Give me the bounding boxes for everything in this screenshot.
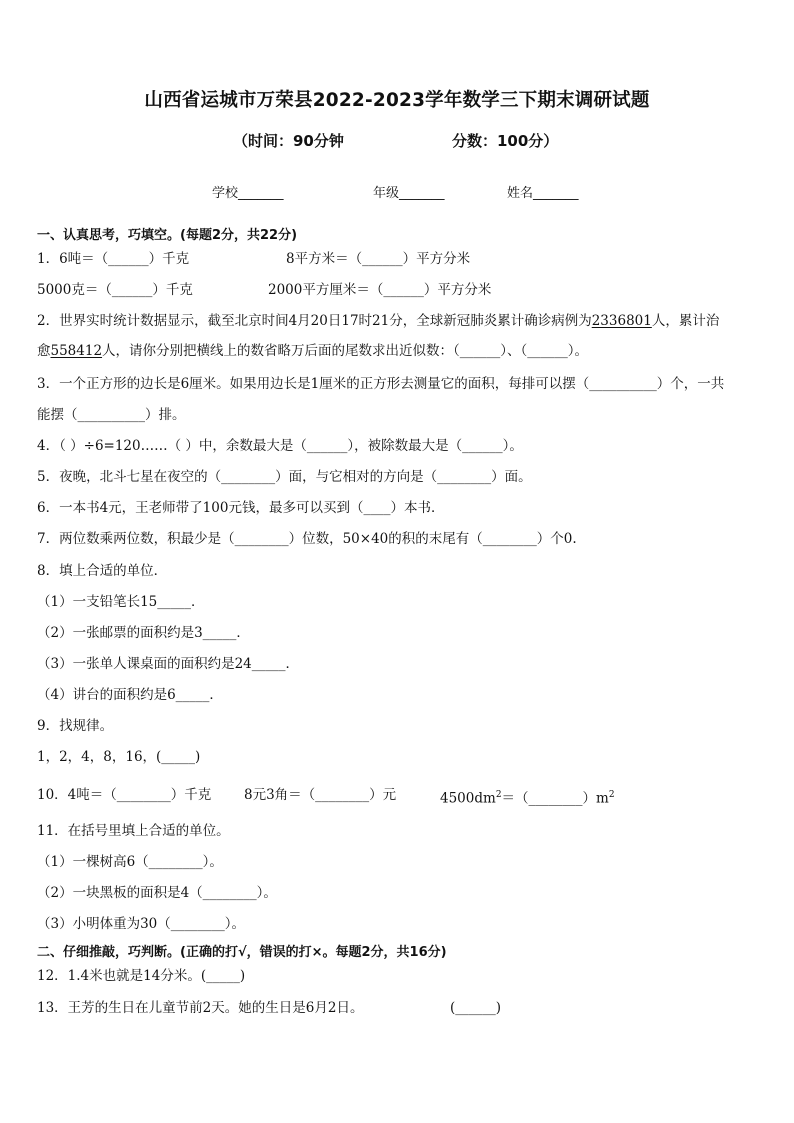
- exam-score: 分数：100分）: [452, 132, 559, 150]
- question-2-line1: [37, 312, 719, 330]
- q10c-text: 4500dm: [440, 790, 496, 807]
- exam-time: （时间：90分钟: [233, 132, 344, 150]
- question-1a: 1．6吨＝（______）千克: [37, 251, 190, 267]
- question-9-sequence: 1，2，4，8，16，(_____): [37, 749, 201, 765]
- question-3-line2: 能摆（__________）排。: [37, 407, 186, 423]
- q2-number-2: 558412: [50, 343, 103, 359]
- q2-text: 人，请你分别把横线上的数省略万后面的尾数求出近似数：（______）、（______）。: [102, 343, 589, 359]
- question-13: 13．王芳的生日在儿童节前2天。她的生日是6月2日。: [37, 1000, 364, 1016]
- question-8-sub1: （1）一支铅笔长15_____．: [37, 594, 205, 610]
- question-4: 4．（ ）÷6=120……（ ）中，余数最大是（______），被除数最大是（______）。: [37, 438, 523, 454]
- question-12: 12．1.4米也就是14分米。(_____): [37, 968, 246, 984]
- question-8-stem: 8．填上合适的单位．: [37, 563, 168, 579]
- question-10a: 10．4吨＝（________）千克: [37, 787, 212, 803]
- question-3-line1: 3．一个正方形的边长是6厘米。如果用边长是1厘米的正方形去测量它的面积，每排可以摆（__________）个，一共: [37, 376, 725, 392]
- question-1d: 2000平方厘米＝（______）平方分米: [268, 282, 492, 298]
- q2-text: 愈: [37, 343, 51, 359]
- page-title: 山西省运城市万荣县2022-2023学年数学三下期末调研试题: [144, 90, 650, 111]
- question-11-sub2: （2）一块黑板的面积是4（________）。: [37, 885, 277, 901]
- question-11-stem: 11．在括号里填上合适的单位。: [37, 823, 230, 839]
- q10c-exponent: 2: [608, 790, 615, 800]
- name-field[interactable]: 姓名_______: [507, 186, 579, 201]
- question-11-sub1: （1）一棵树高6（________）。: [37, 854, 223, 870]
- question-10c: [440, 786, 615, 808]
- q10c-text: ＝（________）m: [501, 790, 609, 807]
- q10c-exponent: 2: [495, 790, 502, 800]
- question-2-line2: [37, 342, 588, 360]
- question-13-answer-blank[interactable]: (______): [450, 1000, 502, 1016]
- question-8-sub4: （4）讲台的面积约是6_____．: [37, 687, 223, 703]
- q2-text: 2．世界实时统计数据显示，截至北京时间4月20日17时21分，全球新冠肺炎累计确诊病例为: [37, 313, 592, 329]
- section-heading-true-false: 二、仔细推敲，巧判断。(正确的打√，错误的打×。每题2分，共16分): [37, 945, 447, 960]
- question-8-sub2: （2）一张邮票的面积约是3_____．: [37, 625, 250, 641]
- question-1b: 8平方米＝（______）平方分米: [286, 251, 471, 267]
- section-heading-fill-blank: 一、认真思考，巧填空。(每题2分，共22分): [37, 228, 298, 243]
- q2-text: 人，累计治: [651, 313, 720, 329]
- question-1c: 5000克＝（______）千克: [37, 282, 193, 298]
- school-field[interactable]: 学校_______: [212, 186, 284, 201]
- q2-number-1: 2336801: [591, 313, 652, 329]
- question-5: 5．夜晚，北斗七星在夜空的（________）面，与它相对的方向是（________）面。: [37, 469, 532, 485]
- grade-field[interactable]: 年级_______: [373, 186, 445, 201]
- question-11-sub3: （3）小明体重为30（________）。: [37, 916, 246, 932]
- question-6: 6．一本书4元，王老师带了100元钱，最多可以买到（____）本书．: [37, 500, 445, 516]
- question-7: 7．两位数乘两位数，积最少是（________）位数，50×40的积的末尾有（________）个0.: [37, 531, 577, 547]
- question-8-sub3: （3）一张单人课桌面的面积约是24_____．: [37, 656, 300, 672]
- question-9-stem: 9．找规律。: [37, 718, 114, 734]
- question-10b: 8元3角＝（________）元: [244, 787, 397, 803]
